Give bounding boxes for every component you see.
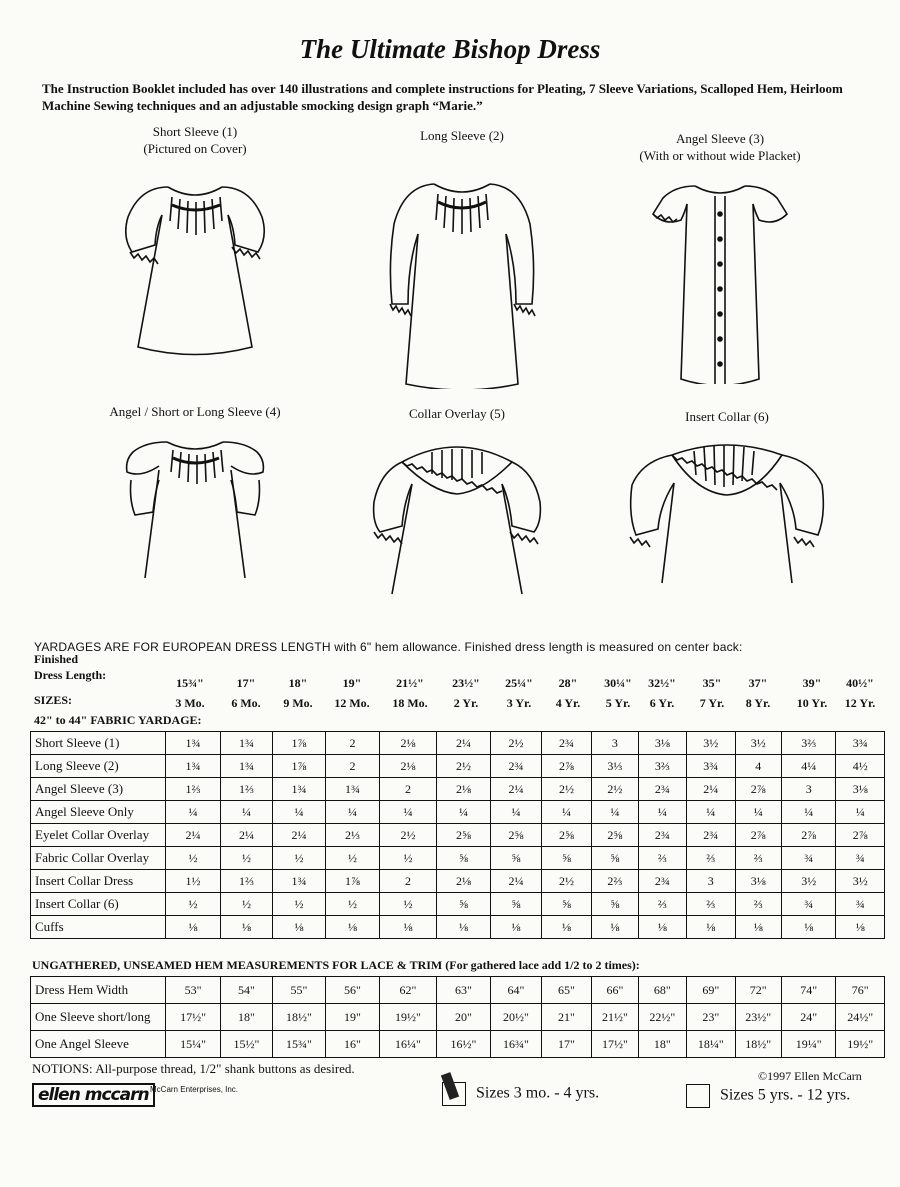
table-cell: 1⅞ — [273, 732, 325, 755]
size-value: 9 Mo. — [283, 696, 313, 710]
table-cell: 2½ — [436, 755, 491, 778]
row-label: Fabric Collar Overlay — [31, 847, 166, 870]
hem-measurements-table — [30, 976, 885, 1058]
table-cell: 15¼" — [166, 1031, 221, 1058]
table-cell: 2¼ — [491, 870, 541, 893]
table-cell: 2 — [380, 870, 437, 893]
table-cell: 53" — [166, 977, 221, 1004]
table-cell: ¼ — [735, 801, 781, 824]
size-value: 18 Mo. — [392, 696, 428, 710]
table-cell: ⅛ — [166, 916, 221, 939]
row-label: Short Sleeve (1) — [31, 732, 166, 755]
dress-length-value: 21½" — [396, 676, 424, 690]
table-cell: 2¼ — [273, 824, 325, 847]
table-cell: 2⅝ — [436, 824, 491, 847]
table-cell: ⅛ — [491, 916, 541, 939]
table-cell: 16¼" — [380, 1031, 437, 1058]
table-cell: ⅝ — [491, 847, 541, 870]
table-cell: ⅝ — [491, 893, 541, 916]
table-cell: 4 — [735, 755, 781, 778]
table-cell: ¼ — [220, 801, 272, 824]
size-value: 7 Yr. — [699, 696, 725, 710]
table-cell: ½ — [380, 893, 437, 916]
table-cell: ⅛ — [836, 916, 885, 939]
dress-length-value: 28" — [558, 676, 578, 690]
table-cell: 2½ — [380, 824, 437, 847]
illustration-short-sleeve — [95, 123, 295, 362]
table-row — [31, 778, 885, 801]
table-cell: 3⅛ — [836, 778, 885, 801]
size-option-small[interactable] — [442, 1082, 599, 1106]
table-cell: ¼ — [380, 801, 437, 824]
table-cell: ¾ — [781, 847, 836, 870]
brand-logo: ellen mccarn — [32, 1083, 155, 1107]
table-cell: 76" — [836, 977, 885, 1004]
table-cell: ⅛ — [781, 916, 836, 939]
table-cell: 3½ — [836, 870, 885, 893]
table-cell: ½ — [166, 847, 221, 870]
dress-length-value: 35" — [702, 676, 722, 690]
size-value: 12 Yr. — [844, 696, 876, 710]
size-option-large[interactable] — [686, 1084, 850, 1108]
table-cell: 21" — [541, 1004, 591, 1031]
table-cell: 18½" — [735, 1031, 781, 1058]
table-cell: 2 — [325, 755, 380, 778]
table-cell: 66" — [592, 977, 638, 1004]
table-cell: 69" — [687, 977, 735, 1004]
illustration-caption: Long Sleeve (2) — [420, 128, 504, 143]
table-cell: ½ — [273, 893, 325, 916]
table-cell: 24" — [781, 1004, 836, 1031]
check-mark-icon — [441, 1072, 459, 1100]
table-cell: 2⅛ — [436, 870, 491, 893]
table-cell: 21½" — [592, 1004, 638, 1031]
table-cell: 2¾ — [687, 824, 735, 847]
table-cell: 1¾ — [166, 755, 221, 778]
illustration-caption: Angel Sleeve (3) — [675, 131, 765, 146]
table-cell: 1⅞ — [325, 870, 380, 893]
table-cell: 2⅞ — [836, 824, 885, 847]
illustration-caption: Angel / Short or Long Sleeve (4) — [109, 404, 281, 419]
table-cell: 64" — [491, 977, 541, 1004]
size-value: 3 Mo. — [175, 696, 205, 710]
copyright-text: ©1997 Ellen McCarn — [758, 1069, 862, 1083]
dress-length-value: 40½" — [846, 676, 874, 690]
table-cell: ¼ — [491, 801, 541, 824]
table-row — [31, 893, 885, 916]
table-cell: 2¼ — [687, 778, 735, 801]
table-cell: 55" — [273, 977, 325, 1004]
table-cell: ⅔ — [735, 847, 781, 870]
table-cell: 1⅔ — [166, 778, 221, 801]
table-cell: ¼ — [836, 801, 885, 824]
table-cell: 15½" — [220, 1031, 272, 1058]
table-cell: 2⅛ — [380, 732, 437, 755]
dress-length-label: Dress Length: — [34, 668, 107, 682]
fabric-yardage-table — [30, 731, 885, 939]
table-cell: 2⅞ — [735, 824, 781, 847]
table-cell: ⅝ — [541, 847, 591, 870]
table-cell: 2⅞ — [735, 778, 781, 801]
table-cell: 2⅝ — [491, 824, 541, 847]
table-cell: 1⅔ — [220, 778, 272, 801]
table-cell: 3¾ — [836, 732, 885, 755]
table-cell: 2½ — [491, 732, 541, 755]
checkbox-unchecked[interactable] — [686, 1084, 710, 1108]
row-label: Insert Collar (6) — [31, 893, 166, 916]
dress-length-row — [0, 676, 900, 692]
table-cell: 23" — [687, 1004, 735, 1031]
table-cell: ¼ — [687, 801, 735, 824]
angel-sleeve-dress-drawing — [645, 164, 795, 384]
row-label: Long Sleeve (2) — [31, 755, 166, 778]
table-cell: ⅛ — [273, 916, 325, 939]
illustration-subcaption: (Pictured on Cover) — [143, 141, 247, 156]
table-cell: 20½" — [491, 1004, 541, 1031]
row-label: Angel Sleeve (3) — [31, 778, 166, 801]
table-cell: 3½ — [781, 870, 836, 893]
table-cell: ⅛ — [325, 916, 380, 939]
table-row — [31, 977, 885, 1004]
table-cell: ½ — [166, 893, 221, 916]
table-row — [31, 916, 885, 939]
row-label: Insert Collar Dress — [31, 870, 166, 893]
intro-text: The Instruction Booklet included has over 140 illustrations and complete instructions for Pleating, 7 Sleeve Variations, Scalloped Hem, Heirloom Machine Sewing techniques and an adjustable smocking design graph “Marie.” — [42, 81, 843, 113]
table-cell: 2¾ — [638, 870, 686, 893]
table-cell: 2 — [380, 778, 437, 801]
table-cell: 4¼ — [781, 755, 836, 778]
dress-length-value: 17" — [236, 676, 256, 690]
row-label: Angel Sleeve Only — [31, 801, 166, 824]
checkbox-checked[interactable] — [442, 1082, 466, 1106]
table-cell: 1¾ — [220, 755, 272, 778]
size-value: 5 Yr. — [605, 696, 631, 710]
table-cell: ½ — [220, 893, 272, 916]
table-cell: ⅔ — [687, 847, 735, 870]
table-cell: 62" — [380, 977, 437, 1004]
table-cell: ⅛ — [220, 916, 272, 939]
size-value: 6 Yr. — [649, 696, 675, 710]
illustration-caption: Collar Overlay (5) — [408, 406, 506, 421]
table-cell: 2⅔ — [592, 870, 638, 893]
table-cell: ⅝ — [592, 847, 638, 870]
table-cell: 3⅓ — [592, 755, 638, 778]
size-value: 2 Yr. — [453, 696, 479, 710]
dress-length-value: 39" — [802, 676, 822, 690]
size-value: 12 Mo. — [334, 696, 370, 710]
size-option-label: Sizes 5 yrs. - 12 yrs. — [720, 1086, 851, 1104]
table-cell: ¼ — [541, 801, 591, 824]
table-cell: 2½ — [541, 870, 591, 893]
table-cell: 4½ — [836, 755, 885, 778]
table-cell: ½ — [380, 847, 437, 870]
table-row — [31, 847, 885, 870]
table-cell: 2½ — [541, 778, 591, 801]
table-cell: 2¼ — [220, 824, 272, 847]
table-cell: 63" — [436, 977, 491, 1004]
table-cell: ¼ — [166, 801, 221, 824]
table-cell: 2⅛ — [436, 778, 491, 801]
table-cell: 56" — [325, 977, 380, 1004]
dress-length-value: 15¾" — [176, 676, 204, 690]
table-cell: ⅝ — [592, 893, 638, 916]
table-cell: 1⅔ — [220, 870, 272, 893]
table-cell: 72" — [735, 977, 781, 1004]
table-cell: 23½" — [735, 1004, 781, 1031]
table-cell: 18" — [638, 1031, 686, 1058]
table-cell: 2¾ — [491, 755, 541, 778]
table-cell: ⅝ — [436, 893, 491, 916]
size-option-label: Sizes 3 mo. - 4 yrs. — [476, 1084, 600, 1102]
table-row — [31, 801, 885, 824]
dress-length-value: 37" — [748, 676, 768, 690]
table-cell: 22½" — [638, 1004, 686, 1031]
table-cell: 1¾ — [166, 732, 221, 755]
table-cell: ⅔ — [638, 893, 686, 916]
table-cell: ⅛ — [541, 916, 591, 939]
table-cell: 3⅔ — [781, 732, 836, 755]
illustration-subcaption: (With or without wide Placket) — [639, 148, 801, 163]
table-cell: ⅔ — [687, 893, 735, 916]
row-label: One Sleeve short/long — [31, 1004, 166, 1031]
fabric-yardage-header: 42" to 44" FABRIC YARDAGE: — [34, 713, 202, 727]
table-cell: ¼ — [638, 801, 686, 824]
table-cell: 3½ — [735, 732, 781, 755]
table-cell: 3 — [781, 778, 836, 801]
table-cell: ⅛ — [436, 916, 491, 939]
table-cell: 16" — [325, 1031, 380, 1058]
row-label: Dress Hem Width — [31, 977, 166, 1004]
table-cell: 68" — [638, 977, 686, 1004]
table-cell: ⅔ — [638, 847, 686, 870]
table-cell: 1¾ — [220, 732, 272, 755]
table-cell: 3 — [592, 732, 638, 755]
table-cell: ¼ — [273, 801, 325, 824]
table-cell: 19½" — [836, 1031, 885, 1058]
table-cell: 1¾ — [273, 870, 325, 893]
illustration-caption: Insert Collar (6) — [685, 409, 769, 424]
table-cell: ⅝ — [541, 893, 591, 916]
table-cell: 17½" — [166, 1004, 221, 1031]
table-cell: 19¼" — [781, 1031, 836, 1058]
table-cell: ¼ — [592, 801, 638, 824]
table-cell: 19" — [325, 1004, 380, 1031]
table-cell: 18" — [220, 1004, 272, 1031]
dress-length-value: 19" — [342, 676, 362, 690]
table-cell: 1⅞ — [273, 755, 325, 778]
table-row — [31, 755, 885, 778]
table-cell: 2¼ — [436, 732, 491, 755]
table-cell: 2¼ — [491, 778, 541, 801]
row-label: Cuffs — [31, 916, 166, 939]
table-cell: ½ — [273, 847, 325, 870]
table-cell: 18½" — [273, 1004, 325, 1031]
table-cell: 3¾ — [687, 755, 735, 778]
table-cell: 65" — [541, 977, 591, 1004]
dress-length-value: 23½" — [452, 676, 480, 690]
table-cell: ½ — [220, 847, 272, 870]
dress-length-value: 30¼" — [604, 676, 632, 690]
table-cell: ¾ — [781, 893, 836, 916]
illustration-insert-collar — [622, 408, 832, 585]
size-value: 3 Yr. — [506, 696, 532, 710]
illustration-collar-overlay — [352, 405, 562, 597]
table-cell: ⅔ — [735, 893, 781, 916]
illustration-caption: Short Sleeve (1) — [152, 124, 238, 139]
long-sleeve-dress-drawing — [372, 144, 552, 389]
table-cell: 2 — [325, 732, 380, 755]
table-cell: 16½" — [436, 1031, 491, 1058]
table-cell: 19½" — [380, 1004, 437, 1031]
table-cell: ⅛ — [687, 916, 735, 939]
table-row — [31, 870, 885, 893]
table-cell: 2⅞ — [541, 755, 591, 778]
insert-collar-drawing — [622, 425, 832, 585]
table-cell: 15¾" — [273, 1031, 325, 1058]
table-cell: 3⅛ — [735, 870, 781, 893]
table-row — [31, 1004, 885, 1031]
table-cell: 20" — [436, 1004, 491, 1031]
dress-length-value: 25¼" — [505, 676, 533, 690]
table-cell: ½ — [325, 847, 380, 870]
size-value: 8 Yr. — [745, 696, 771, 710]
table-cell: 2¼ — [166, 824, 221, 847]
row-label: One Angel Sleeve — [31, 1031, 166, 1058]
table-cell: ⅛ — [735, 916, 781, 939]
row-label: Eyelet Collar Overlay — [31, 824, 166, 847]
table-cell: 54" — [220, 977, 272, 1004]
table-row — [31, 824, 885, 847]
sizes-label: SIZES: — [34, 693, 73, 707]
table-cell: 3⅔ — [638, 755, 686, 778]
table-cell: 3½ — [687, 732, 735, 755]
table-cell: 3 — [687, 870, 735, 893]
table-cell: 74" — [781, 977, 836, 1004]
notions-text: NOTIONS: All-purpose thread, 1/2" shank buttons as desired. — [32, 1061, 355, 1076]
table-cell: 2¾ — [638, 824, 686, 847]
yardage-note: YARDAGES ARE FOR EUROPEAN DRESS LENGTH with 6" hem allowance. Finished dress length is measured on center back: — [34, 640, 743, 654]
table-cell: 18¼" — [687, 1031, 735, 1058]
table-cell: 1½ — [166, 870, 221, 893]
page-title: The Ultimate Bishop Dress — [299, 34, 601, 64]
table-cell: 2¾ — [638, 778, 686, 801]
table-cell: 2⅝ — [592, 824, 638, 847]
illustration-angel-sleeve — [620, 130, 820, 384]
table-cell: ¼ — [436, 801, 491, 824]
short-sleeve-dress-drawing — [110, 157, 280, 362]
table-cell: ¼ — [781, 801, 836, 824]
table-cell: 1¾ — [273, 778, 325, 801]
table-cell: 17½" — [592, 1031, 638, 1058]
company-name: McCarn Enterprises, Inc. — [150, 1085, 239, 1094]
illustration-angel-short-long — [90, 403, 300, 580]
angel-short-long-drawing — [115, 420, 275, 580]
size-value: 10 Yr. — [796, 696, 828, 710]
table-row — [31, 732, 885, 755]
table-cell: 2¾ — [541, 732, 591, 755]
table-cell: 24½" — [836, 1004, 885, 1031]
table-cell: 2⅛ — [380, 755, 437, 778]
collar-overlay-drawing — [362, 422, 552, 597]
table-cell: 2⅓ — [325, 824, 380, 847]
dress-length-value: 18" — [288, 676, 308, 690]
table-cell: ½ — [325, 893, 380, 916]
dress-length-value: 32½" — [648, 676, 676, 690]
table-cell: ¾ — [836, 847, 885, 870]
table-cell: ¾ — [836, 893, 885, 916]
table-cell: ⅛ — [638, 916, 686, 939]
table-cell: ¼ — [325, 801, 380, 824]
size-value: 6 Mo. — [231, 696, 261, 710]
size-value: 4 Yr. — [555, 696, 581, 710]
table-row — [31, 1031, 885, 1058]
table-cell: 2½ — [592, 778, 638, 801]
table-cell: ⅛ — [592, 916, 638, 939]
sizes-row — [0, 696, 900, 712]
table-cell: 3⅛ — [638, 732, 686, 755]
hem-measurements-header: UNGATHERED, UNSEAMED HEM MEASUREMENTS FOR LACE & TRIM (For gathered lace add 1/2 to 2 times): — [32, 958, 640, 972]
table-cell: ⅝ — [436, 847, 491, 870]
table-cell: 2⅝ — [541, 824, 591, 847]
table-cell: 2⅞ — [781, 824, 836, 847]
table-cell: 17" — [541, 1031, 591, 1058]
table-cell: 16¾" — [491, 1031, 541, 1058]
table-cell: ⅛ — [380, 916, 437, 939]
finished-label: Finished — [34, 652, 79, 666]
table-cell: 1¾ — [325, 778, 380, 801]
illustration-long-sleeve — [362, 127, 562, 389]
